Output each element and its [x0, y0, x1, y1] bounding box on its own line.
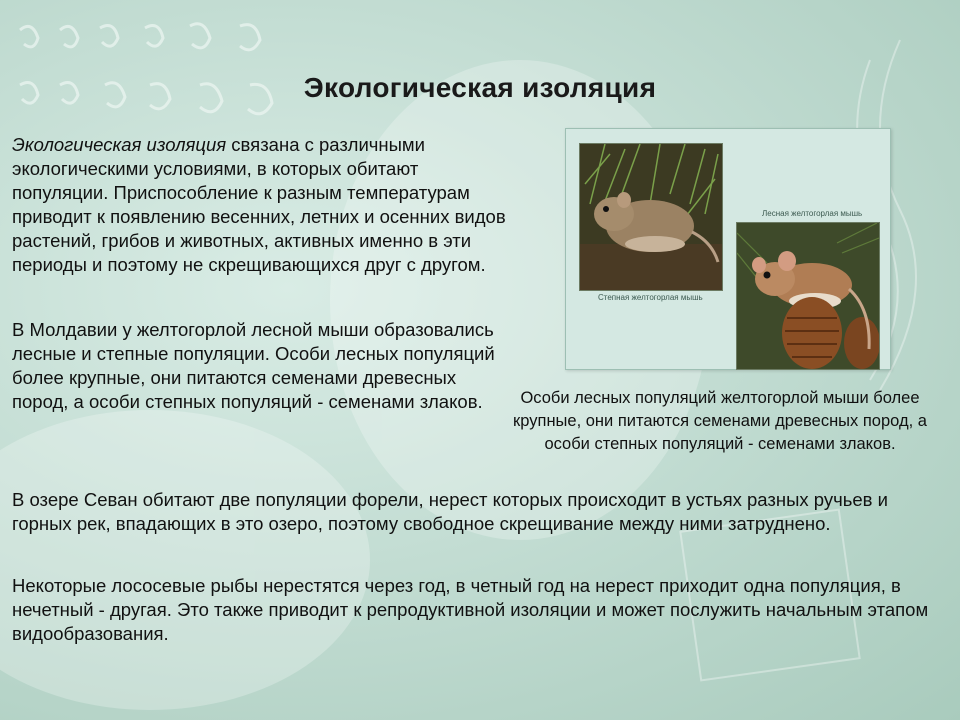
paragraph-1-text: связана с различными экологическими условиями, в которых обитают популяции. Приспособление к разным температурам приводит к появлению весенних, летних и осенних видов растений, грибов и животных, активных именно в эти периоды и поэтому не скрещивающихся друг с другом. [12, 134, 506, 275]
forest-mouse-photo [736, 222, 880, 370]
paragraph-salmon: Некоторые лососевые рыбы нерестятся через год, в четный год на нерест приходит одна популяция, в нечетный - другая. Это также приводит к репродуктивной изоляции и может послужить начальным этапом видообразования. [12, 575, 929, 644]
slide-title: Экологическая изоляция [303, 72, 657, 103]
mice-figure [565, 128, 891, 370]
steppe-mouse-caption: Степная желтогорлая мышь [598, 293, 703, 302]
figure-caption: Особи лесных популяций желтогорлой мыши более крупные, они питаются семенами древесных пород, а особи степных популяций - семенами злаков. [513, 389, 927, 453]
term-ecological-isolation: Экологическая изоляция [12, 134, 227, 155]
forest-mouse-caption: Лесная желтогорлая мышь [762, 209, 863, 218]
paragraph-moldova-mice: В Молдавии у желтогорлой лесной мыши образовались лесные и степные популяции. Особи лесных популяций более крупные, они питаются семенами древесных пород, а особи степных популяций - семенами злаков. [12, 319, 495, 412]
steppe-mouse-photo [579, 143, 723, 291]
paragraph-sevan-trout: В озере Севан обитают две популяции форели, нерест которых происходит в устьях разных ручьев и горных рек, впадающих в это озеро, поэтому свободное скрещивание между ними затруднено. [12, 489, 888, 534]
paragraph-ecological-isolation [12, 133, 512, 277]
